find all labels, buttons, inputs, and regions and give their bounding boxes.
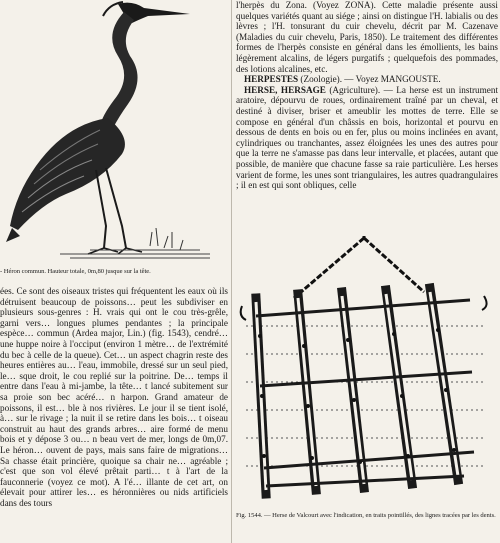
right-column	[236, 0, 498, 543]
herpestes-entry	[236, 74, 498, 85]
figure-1543-caption: - Héron commun. Hauteur totale, 0m,80 jusque sur la tête.	[0, 268, 151, 275]
right-body-text	[236, 0, 498, 191]
heron-engraving-icon	[0, 0, 230, 262]
herse-headword: HERSE, HERSAGE	[244, 84, 326, 95]
heron-paragraph: ées. Ce sont des oiseaux tristes qui fréquentent les eaux où ils détruisent beaucoup de poissons… peut les subdiviser en plusieurs sous-genres : H. vrais qui ont le cou très-grêle, garni vers… longues plumes pendantes ; la principale espèce… commun (Ardea major, Lin.) (fig. 1543), cendré… une huppe noire à l'occiput (environ 1 mètre… de l'extrémité du bec à celle de la queue). Cet… un aspect chagrin reste des heures entières au… l'eau, immobile, dressé sur un seul pied, le… sque droit, le cou replié sur la poitrine. De… temps il entre dans l'eau à mi-jambe, la tête… t lancé subitement sur sa proie son bec acéré… n harpon. Grand amateur de poissons, il est… ble à nos rivières. Le jour il se tient isolé, à… sur le rivage ; la nuit il se retire dans les bois… t oiseau construit au haut des grands arbres… aire formé de menu bois et y dépose 3 ou… n beau vert de mer, longs de 0m,07. Le héron… ouvent de pays, mais sans faire de migrations… Sa chasse était princière, quoique sa chair ne… agréable ; c'est que son vol élevé prêtait parti… t à l'art de la fauconnerie (voyez ce mot). A l'é… illante de cet art, on élevait pour attirer les… es héronnières ou nids artificiels dans des tours	[0, 286, 228, 508]
herpestes-headword: HERPESTES	[244, 74, 299, 85]
herse-text: (Agriculture). — La herse est un instrument aratoire, dépourvu de roues, ordinairement traîné par un cheval, et destiné à diviser, briser et ameublir les mottes de terre. Elle se compose en général d'un châssis en bois, horizontal et pourvu en dessous de dents en bois ou en fer, plus ou moins inclinées en avant, cylindriques ou tranchantes, assez éloignées les unes des autres pour que la terre ne s'amasse pas dans leur intervalle, et placées, autant que possible, de manière que chacune fasse sa raie particulière. Les herses varient de forme, les unes sont triangulaires, les autres quadrangulaires ; il en est qui sont obliques, celle	[236, 84, 498, 191]
herpes-paragraph: l'herpès du Zona. (Voyez ZONA). Cette maladie présente aussi quelques variétés quant au siége ; ainsi on distingue l'H. labialis ou des lèvres ; l'H. tonsurant du cuir chevelu, décrit par M. Cazenave (Maladies du cuir chevelu, Paris, 1850). Le traitement des différentes formes de l'herpès consiste en général dans les émollients, les bains légèrement alcalins, de légers purgatifs ; quelquefois des pommades, des lotions alcalines, etc.	[236, 0, 498, 74]
left-body-text	[0, 286, 228, 508]
figure-1544-caption: Fig. 1544. — Herse de Valcourt avec l'indication, en traits pointillés, des lignes tracées par les dents.	[236, 512, 496, 519]
harrow-engraving-icon	[236, 236, 498, 506]
herse-entry	[236, 85, 498, 191]
herpestes-text: (Zoologie). — Voyez MANGOUSTE.	[298, 74, 441, 85]
left-column	[0, 0, 230, 543]
column-gutter	[231, 0, 232, 543]
